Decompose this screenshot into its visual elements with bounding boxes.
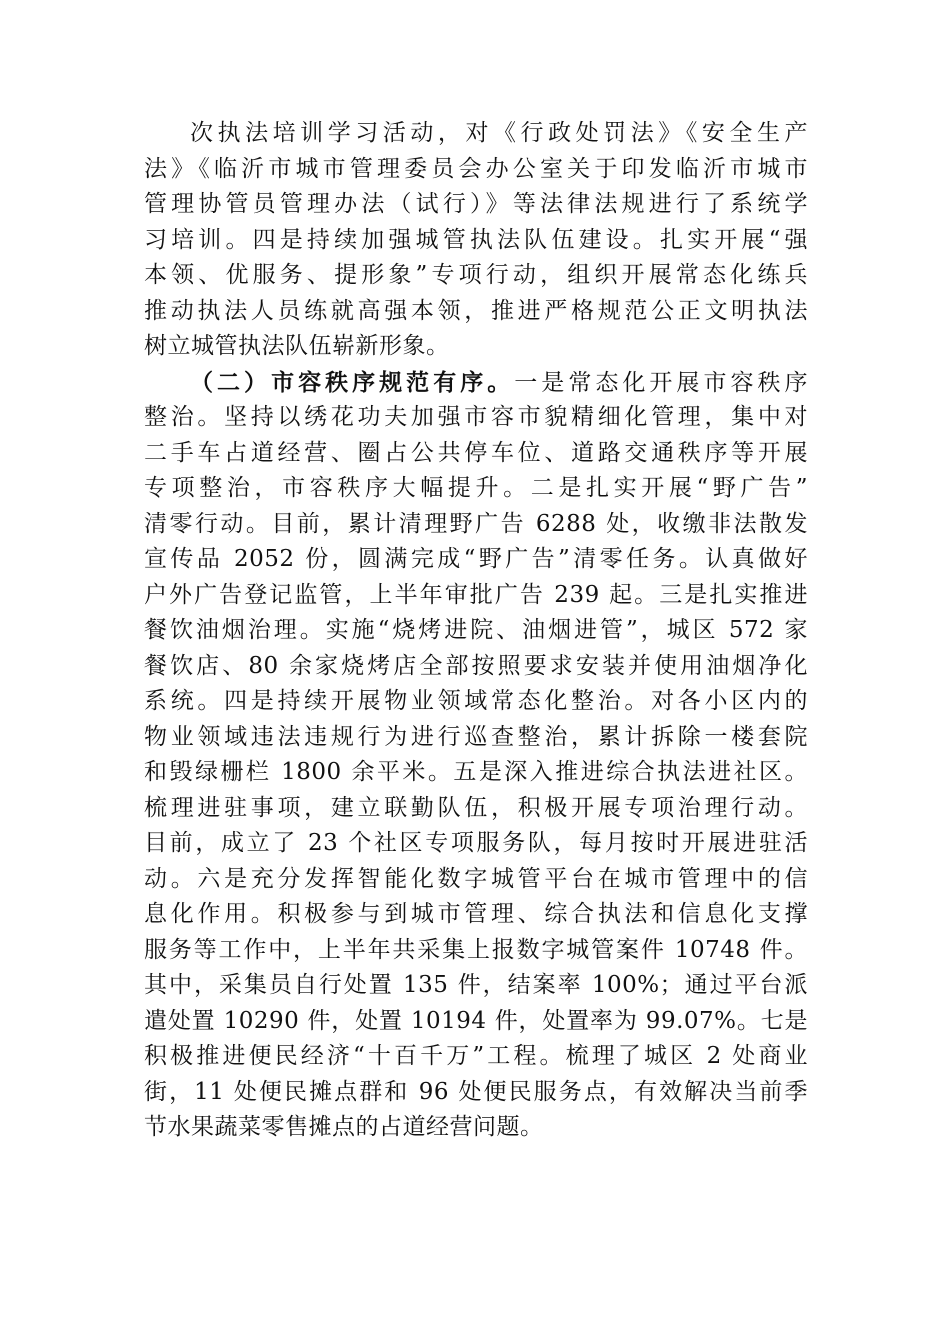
paragraph-1 bbox=[144, 116, 808, 365]
text-line: 物业领域违法违规行为进行巡查整治，累计拆除一楼套院 bbox=[144, 723, 808, 750]
text-line: 专项整治，市容秩序大幅提升。二是扎实开展“野广告” bbox=[144, 475, 808, 501]
text-line: 整治。坚持以绣花功夫加强市容市貌精细化管理，集中对 bbox=[144, 404, 808, 430]
text-line: 习培训。四是持续加强城管执法队伍建设。扎实开展“强 bbox=[144, 226, 808, 253]
paragraph-2 bbox=[144, 365, 808, 1146]
text-line: 次执法培训学习活动，对《行政处罚法》《安全生产 bbox=[190, 120, 808, 146]
text-run: 一是常态化开展市容秩序 bbox=[514, 369, 809, 396]
text-line: 节水果蔬菜零售摊点的占道经营问题。 bbox=[144, 1114, 544, 1140]
text-line: 餐饮店、80 余家烧烤店全部按照要求安装并使用油烟净化 bbox=[144, 652, 808, 679]
text-line: 树立城管执法队伍崭新形象。 bbox=[144, 333, 450, 359]
text-line: 宣传品 2052 份，圆满完成“野广告”清零任务。认真做好 bbox=[144, 546, 808, 572]
text-line: 积极推进便民经济“十百千万”工程。梳理了城区 2 处商业 bbox=[144, 1043, 808, 1069]
text-line: 系统。四是持续开展物业领域常态化整治。对各小区内的 bbox=[144, 688, 808, 714]
text-line: 二手车占道经营、圈占公共停车位、道路交通秩序等开展 bbox=[144, 439, 808, 466]
document-body bbox=[144, 116, 808, 1146]
text-line: 街，11 处便民摊点群和 96 处便民服务点，有效解决当前季 bbox=[144, 1078, 808, 1105]
text-line: 动。六是充分发挥智能化数字城管平台在城市管理中的信 bbox=[144, 865, 808, 892]
text-line: 遣处置 10290 件，处置 10194 件，处置率为 99.07%。七是 bbox=[144, 1007, 808, 1034]
text-line: 和毁绿栅栏 1800 余平米。五是深入推进综合执法进社区。 bbox=[144, 759, 808, 785]
text-line: 推动执法人员练就高强本领，推进严格规范公正文明执法 bbox=[144, 297, 808, 324]
text-line bbox=[144, 365, 808, 401]
section-heading: （二）市容秩序规范有序。 bbox=[190, 368, 515, 396]
text-line: 息化作用。积极参与到城市管理、综合执法和信息化支撑 bbox=[144, 901, 808, 927]
text-line: 其中，采集员自行处置 135 件，结案率 100%；通过平台派 bbox=[144, 972, 808, 998]
text-line: 清零行动。目前，累计清理野广告 6288 处，收缴非法散发 bbox=[144, 510, 808, 537]
text-line: 管理协管员管理办法（试行）》等法律法规进行了系统学 bbox=[144, 191, 808, 217]
text-line: 餐饮油烟治理。实施“烧烤进院、油烟进管”，城区 572 家 bbox=[144, 617, 808, 643]
text-line: 户外广告登记监管，上半年审批广告 239 起。三是扎实推进 bbox=[144, 581, 808, 608]
text-line: 法》《临沂市城市管理委员会办公室关于印发临沂市城市 bbox=[144, 155, 808, 182]
text-line: 服务等工作中，上半年共采集上报数字城管案件 10748 件。 bbox=[144, 936, 808, 963]
text-line: 本领、优服务、提形象”专项行动，组织开展常态化练兵 bbox=[144, 262, 808, 288]
text-line: 梳理进驻事项，建立联勤队伍，积极开展专项治理行动。 bbox=[144, 794, 808, 821]
text-line: 目前，成立了 23 个社区专项服务队，每月按时开展进驻活 bbox=[144, 830, 808, 856]
